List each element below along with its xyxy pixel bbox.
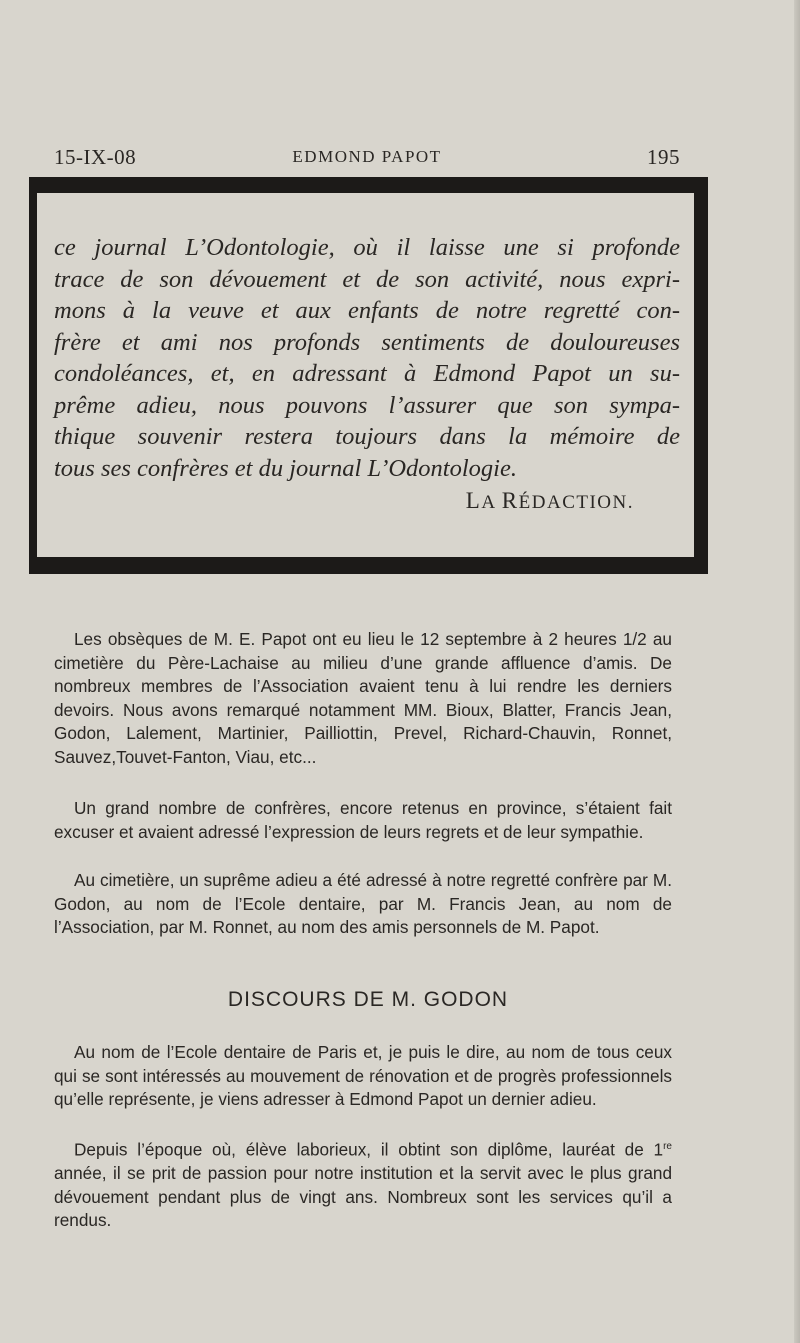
paragraph-cemetery: Au cimetière, un suprême adieu a été adressé à notre regretté confrère par M. Godon, au nom de l’Ecole dentaire, par M. Francis Jean, au nom de l’Association, par M. Ronnet, au nom des amis personnels de M. Papot. — [54, 870, 672, 937]
section-heading: DISCOURS DE M. GODON — [227, 988, 509, 1011]
paragraph-speech-career: Depuis l’époque où, élève laborieux, il obtint son diplôme, lauréat de 1re année, il se prit de passion pour notre institution et la servit avec le plus grand dévouement pendant plus de vingt ans. Nombreux sont les services qu’il a rendus. — [54, 1139, 672, 1231]
header-date: 15-IX-08 — [54, 145, 137, 169]
paragraph-funeral: Les obsèques de M. E. Papot ont eu lieu le 12 septembre à 2 heures 1/2 au cimetière du Père-Lachaise au milieu d’une grande affluence d’amis. De nombreux membres de l’Association avaient tenu à lui rendre les derniers devoirs. Nous avons remarqué notamment MM. Bioux, Blatter, Francis Jean, Godon, Lalement, Martinier, Pailliottin, Prevel, Richard-Chauvin, Ronnet, Sauvez,Touvet-Fanton, Viau, etc... — [54, 629, 672, 767]
tribute-text — [54, 232, 680, 484]
running-header — [54, 145, 680, 175]
tribute-line: mons à la veuve et aux enfants de notre regretté con- — [54, 297, 680, 324]
tribute-line: ce journal L’Odontologie, où il laisse une si profonde — [54, 234, 680, 261]
tribute-line: tous ses confrères et du journal L’Odontologie. — [54, 454, 517, 482]
tribute-line: frère et ami nos profonds sentiments de douloureuses — [54, 328, 680, 356]
page-number: 195 — [647, 145, 680, 169]
paragraph-speech-intro: Au nom de l’Ecole dentaire de Paris et, je puis le dire, au nom de tous ceux qui se sont intéressés au mouvement de rénovation et de progrès professionnels qu’elle représente, je viens adresser à Edmond Papot un dernier adieu. — [54, 1042, 672, 1109]
tribute-line: thique souvenir restera toujours dans la mémoire de — [54, 423, 680, 450]
tribute-line: condoléances, et, en adressant à Edmond Papot un su- — [54, 360, 680, 387]
tribute-line: trace de son dévouement et de son activité, nous expri- — [54, 265, 680, 293]
paragraph-colleagues: Un grand nombre de confrères, encore retenus en province, s’étaient fait excuser et avaient adressé l’expression de leurs regrets et de leur sympathie. — [54, 798, 672, 842]
tribute-line: prême adieu, nous pouvons l’assurer que son sympa- — [54, 391, 680, 419]
signature: LA RÉDACTION. — [465, 488, 634, 513]
page-edge — [794, 0, 800, 1343]
header-title: EDMOND PAPOT — [292, 147, 442, 166]
